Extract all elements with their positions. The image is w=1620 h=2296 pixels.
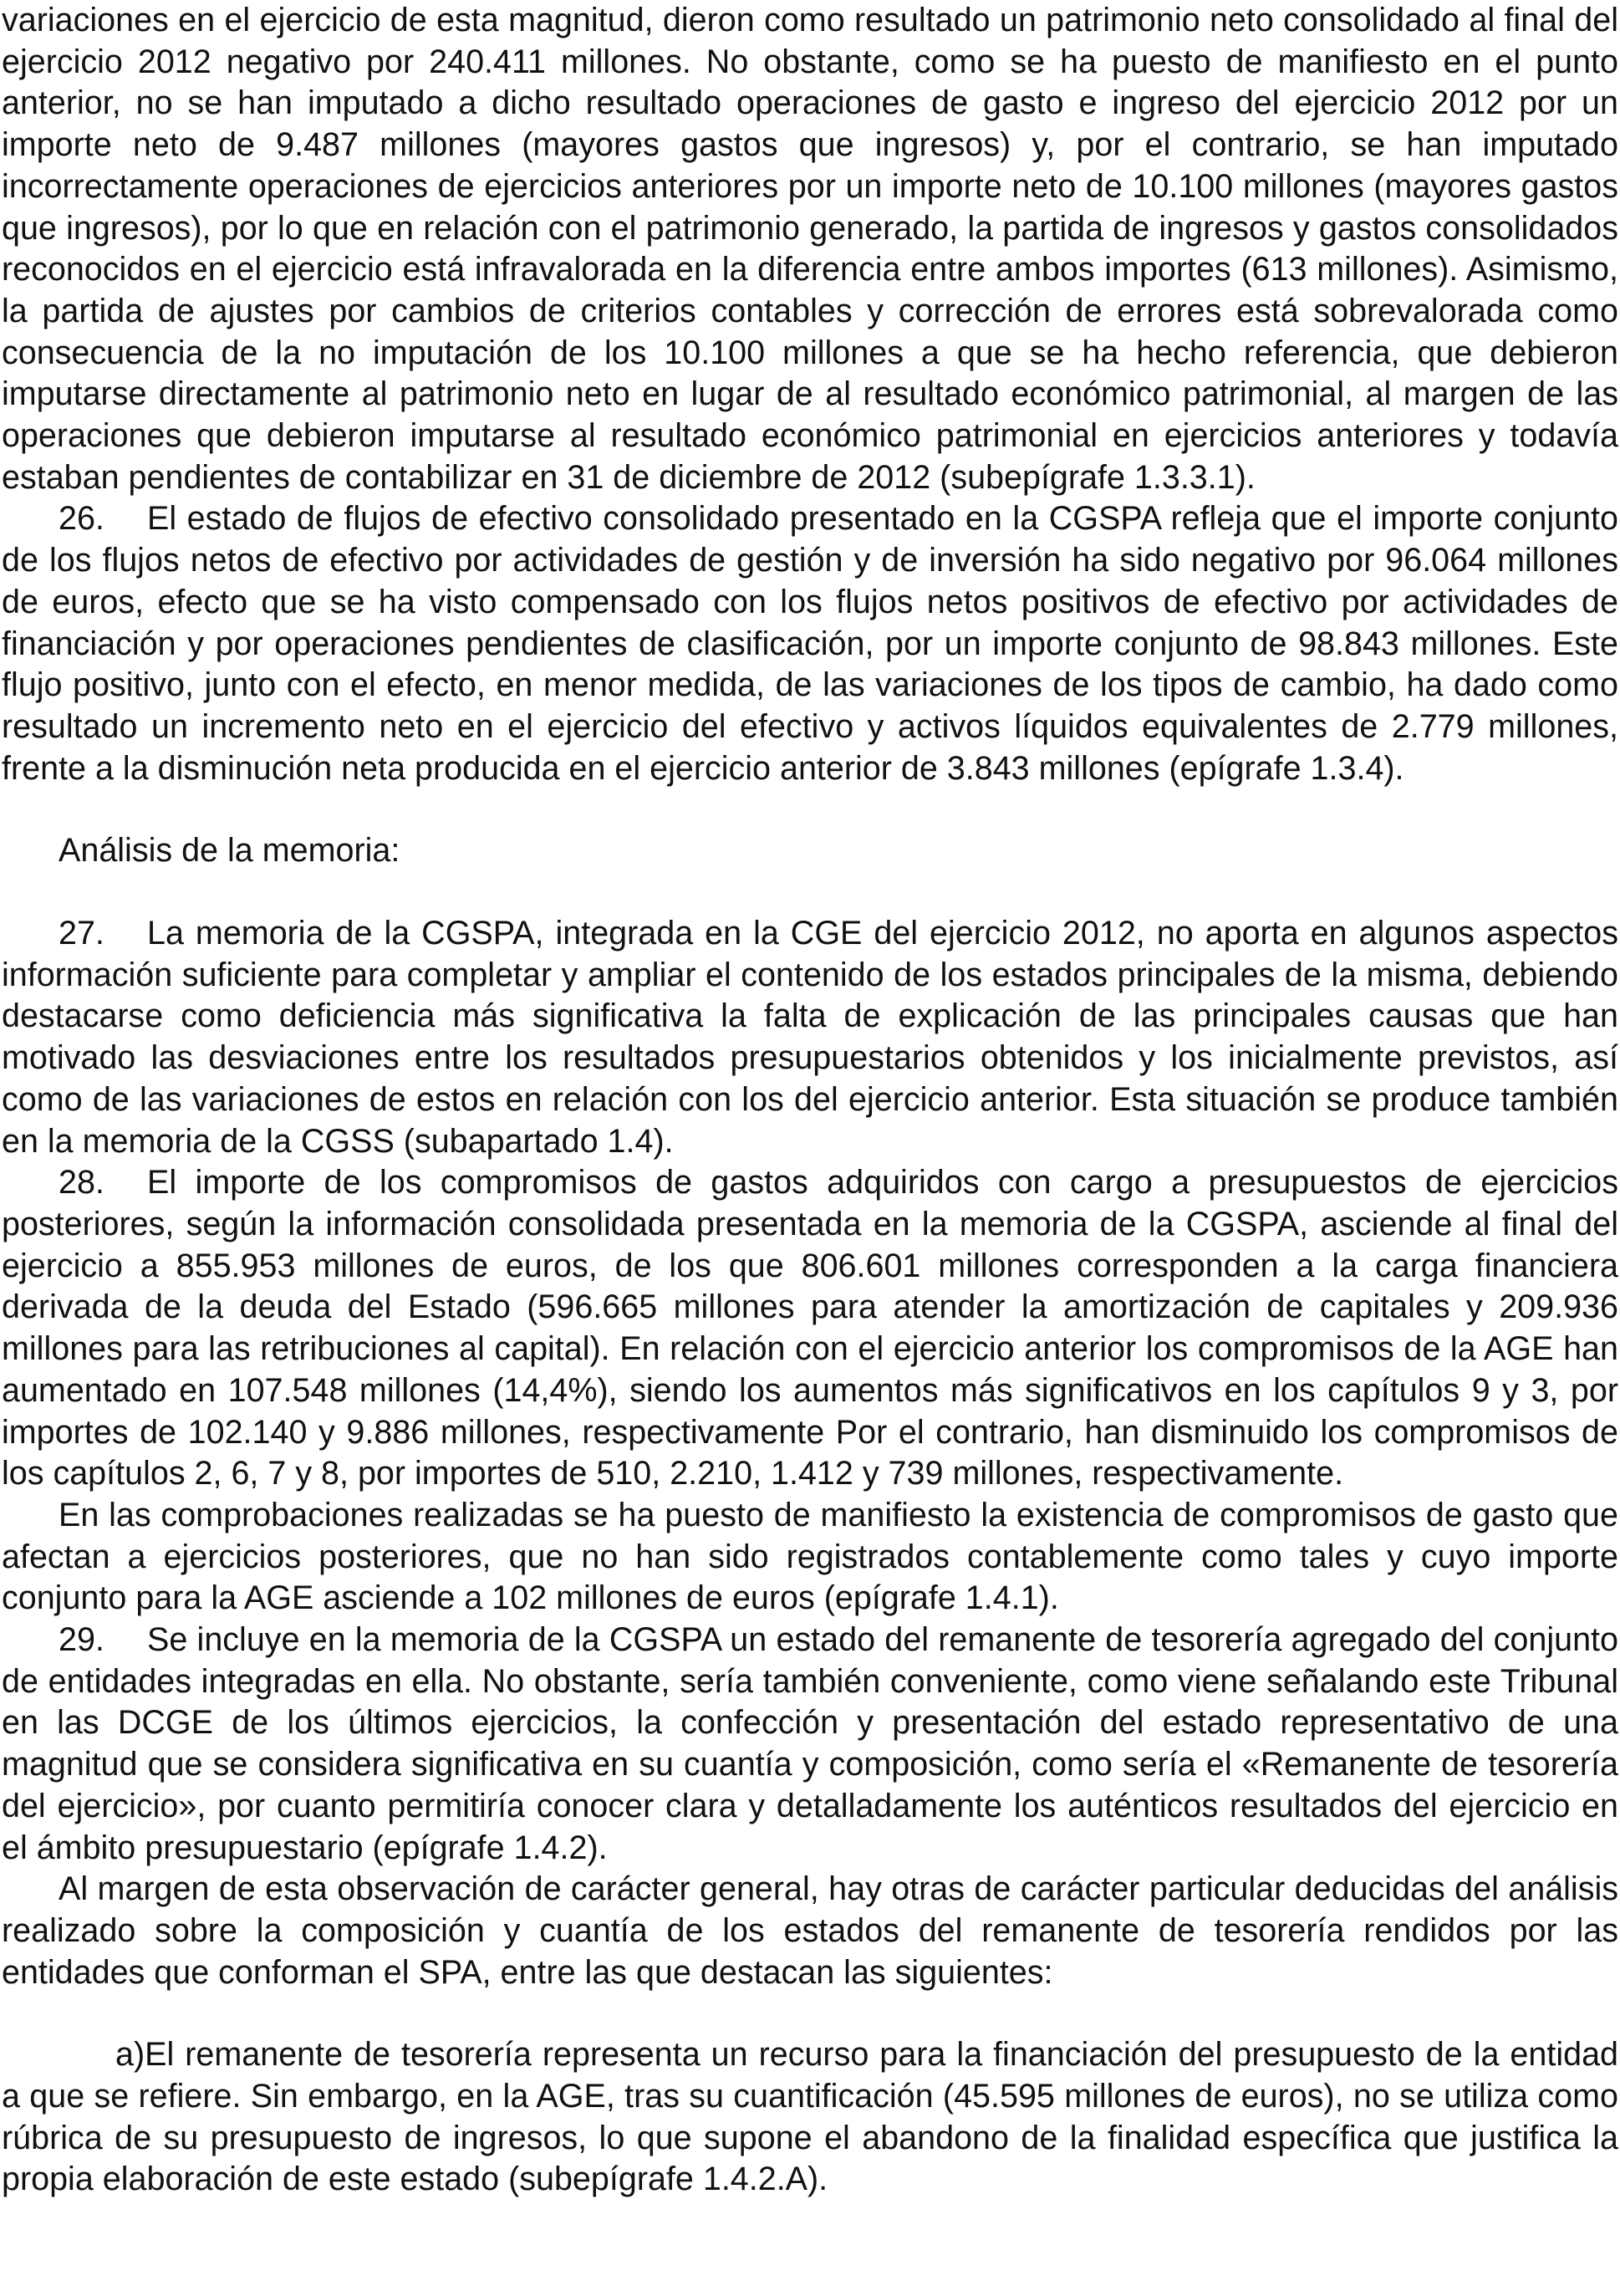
- paragraph-number: 26.: [59, 500, 104, 538]
- paragraph-29: [2, 1620, 1618, 1869]
- paragraph-25-continuation: variaciones en el ejercicio de esta magnitud, dieron como resultado un patrimonio neto consolidado al final del ejercicio 2012 negativo por 240.411 millones. No obstante, como se ha puesto de manifiesto en el punto anterior, no se han imputado a dicho resultado operaciones de gasto e ingreso del ejercicio 2012 por un importe neto de 9.487 millones (mayores gastos que ingresos) y, por el contrario, se han imputado incorrectamente operaciones de ejercicios anteriores por un importe neto de 10.100 millones (mayores gastos que ingresos), por lo que en relación con el patrimonio generado, la partida de ingresos y gastos consolidados reconocidos en el ejercicio está infravalorada en la diferencia entre ambos importes (613 millones). Asimismo, la partida de ajustes por cambios de criterios contables y corrección de errores está sobrevalorada como consecuencia de la no imputación de los 10.100 millones a que se ha hecho referencia, que debieron imputarse directamente al patrimonio neto en lugar de al resultado económico patrimonial, al margen de las operaciones que debieron imputarse al resultado económico patrimonial en ejercicios anteriores y todavía estaban pendientes de contabilizar en 31 de diciembre de 2012 (subepígrafe 1.3.3.1).: [2, 2, 1618, 496]
- list-item-a: [2, 2034, 1618, 2201]
- paragraph-text: Se incluye en la memoria de la CGSPA un estado del remanente de tesorería agregado del conjunto de entidades integradas en ella. No obstante, sería también conveniente, como viene señalando este Tribunal en las DCGE de los últimos ejercicios, la confección y presentación del estado representativo de una magnitud que se considera significativa en su cuantía y composición, como sería el «Remanente de tesorería del ejercicio», por cuanto permitiría conocer clara y detalladamente los auténticos resultados del ejercicio en el ámbito presupuestario (epígrafe 1.4.2).: [2, 1621, 1618, 1866]
- list-item-text: El remanente de tesorería representa un recurso para la financiación del presupuesto de la entidad a que se refiere. Sin embargo, en la AGE, tras su cuantificación (45.595 millones de euros), no se utiliza como rúbrica de su presupuesto de ingresos, lo que supone el abandono de la finalidad específica que justifica la propia elaboración de este estado (subepígrafe 1.4.2.A).: [2, 2036, 1618, 2198]
- paragraph-28-followup: En las comprobaciones realizadas se ha puesto de manifiesto la existencia de compromisos de gasto que afectan a ejercicios posteriores, que no han sido registrados contablemente como tales y cuyo importe conjunto para la AGE asciende a 102 millones de euros (epígrafe 1.4.1).: [2, 1496, 1618, 1617]
- paragraph-number: 29.: [59, 1621, 104, 1659]
- paragraph-28: [2, 1162, 1618, 1495]
- paragraph-27: [2, 913, 1618, 1162]
- paragraph-number: 28.: [59, 1164, 104, 1202]
- paragraph-text: El estado de flujos de efectivo consolidado presentado en la CGSPA refleja que el importe conjunto de los flujos netos de efectivo por actividades de gestión y de inversión ha sido negativo por 96.064 millones de euros, efecto que se ha visto compensado con los flujos netos positivos de efectivo por actividades de financiación y por operaciones pendientes de clasificación, por un importe conjunto de 98.843 millones. Este flujo positivo, junto con el efecto, en menor medida, de las variaciones de los tipos de cambio, ha dado como resultado un incremento neto en el ejercicio del efectivo y activos líquidos equivalentes de 2.779 millones, frente a la disminución neta producida en el ejercicio anterior de 3.843 millones (epígrafe 1.3.4).: [2, 500, 1618, 787]
- paragraph-text: El importe de los compromisos de gastos adquiridos con cargo a presupuestos de ejercicios posteriores, según la información consolidada presentada en la memoria de la CGSPA, asciende al final del ejercicio a 855.953 millones de euros, de los que 806.601 millones corresponden a la carga financiera derivada de la deuda del Estado (596.665 millones para atender la amortización de capitales y 209.936 millones para las retribuciones al capital). En relación con el ejercicio anterior los compromisos de la AGE han aumentado en 107.548 millones (14,4%), siendo los aumentos más significativos en los capítulos 9 y 3, por importes de 102.140 y 9.886 millones, respectivamente Por el contrario, han disminuido los compromisos de los capítulos 2, 6, 7 y 8, por importes de 510, 2.210, 1.412 y 739 millones, respectivamente.: [2, 1164, 1618, 1492]
- paragraph-26: [2, 498, 1618, 789]
- list-item-label: a): [115, 2036, 145, 2074]
- paragraph-text: La memoria de la CGSPA, integrada en la CGE del ejercicio 2012, no aporta en algunos aspectos información suficiente para completar y ampliar el contenido de los estados principales de la misma, debiendo destacarse como deficiencia más significativa la falta de explicación de las principales causas que han motivado las desviaciones entre los resultados presupuestarios obtenidos y los inicialmente previstos, así como de las variaciones de estos en relación con los del ejercicio anterior. Esta situación se produce también en la memoria de la CGSS (subapartado 1.4).: [2, 915, 1618, 1160]
- paragraph-number: 27.: [59, 915, 104, 952]
- paragraph-29-followup: Al margen de esta observación de carácter general, hay otras de carácter particular deducidas del análisis realizado sobre la composición y cuantía de los estados del remanente de tesorería rendidos por las entidades que conforman el SPA, entre las que destacan las siguientes:: [2, 1870, 1618, 1991]
- section-heading-memoria: Análisis de la memoria:: [59, 832, 400, 870]
